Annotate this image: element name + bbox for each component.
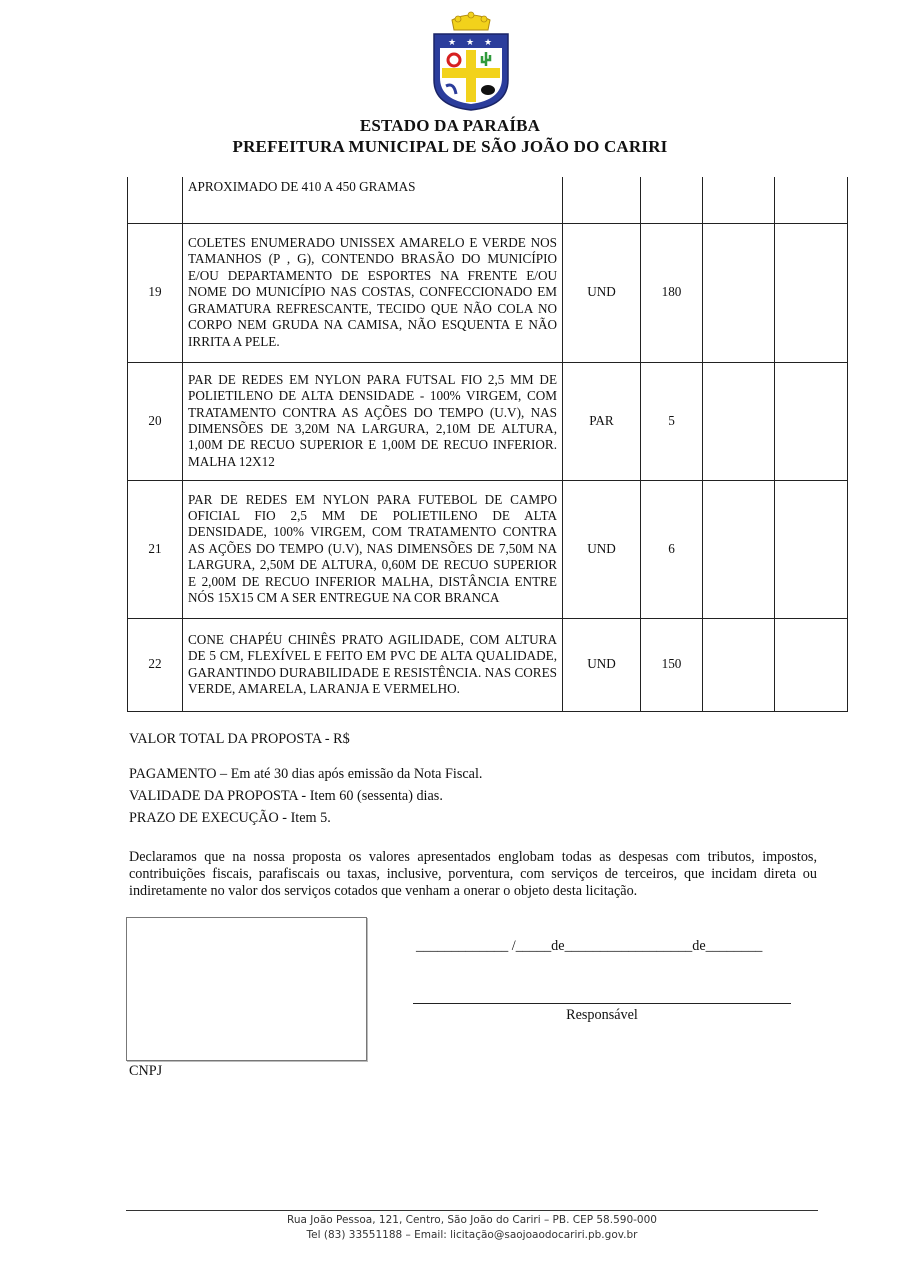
item-unit: UND bbox=[563, 223, 641, 362]
signature-line[interactable] bbox=[413, 1003, 791, 1004]
item-quantity: 5 bbox=[641, 362, 703, 480]
item-number: 20 bbox=[128, 362, 183, 480]
item-unit-price bbox=[703, 177, 775, 223]
header-prefecture: PREFEITURA MUNICIPAL DE SÃO JOÃO DO CARIRI bbox=[232, 137, 668, 156]
table-row bbox=[128, 362, 848, 480]
items-table bbox=[127, 177, 848, 712]
table-row bbox=[128, 223, 848, 362]
item-number: 21 bbox=[128, 480, 183, 618]
item-unit-price bbox=[703, 223, 775, 362]
cnpj-label: CNPJ bbox=[129, 1063, 163, 1079]
item-number: 19 bbox=[128, 223, 183, 362]
total-value-label: VALOR TOTAL DA PROPOSTA - R$ bbox=[129, 731, 350, 747]
declaration-paragraph: Declaramos que na nossa proposta os valores apresentados englobam todas as despesas com tributos, impostos, contribuições fiscais, parafiscais ou taxas, inclusive, porventura, com serviços de terceiros, que incidam direta ou indiretamente no valor dos serviços cotados que venham a onerar o objeto desta licitação. bbox=[129, 849, 817, 899]
item-unit-price bbox=[703, 618, 775, 711]
item-total-price bbox=[775, 177, 848, 223]
item-unit: PAR bbox=[563, 362, 641, 480]
item-description: CONE CHAPÉU CHINÊS PRATO AGILIDADE, COM ALTURA DE 5 CM, FLEXÍVEL E FEITO EM PVC DE ALTA QUALIDADE, GARANTINDO DURABILIDADE E RESISTÊNCIA. NAS CORES VERDE, AMARELA, LARANJA E VERMELHO. bbox=[183, 618, 563, 711]
item-unit-price bbox=[703, 480, 775, 618]
item-description: PAR DE REDES EM NYLON PARA FUTSAL FIO 2,5 MM DE POLIETILENO DE ALTA DENSIDADE - 100% VIRGEM, COM TRATAMENTO CONTRA AS AÇÕES DO TEMPO (U.V), NAS DIMENSÕES DE 3,20M NA LARGURA, 2,10M DE ALTURA, 1,00M DE RECUO SUPERIOR E 1,00M DE RECUO INFERIOR. MALHA 12X12 bbox=[183, 362, 563, 480]
item-number: 22 bbox=[128, 618, 183, 711]
item-quantity bbox=[641, 177, 703, 223]
item-unit-price bbox=[703, 362, 775, 480]
item-unit: UND bbox=[563, 480, 641, 618]
cnpj-stamp-box[interactable] bbox=[126, 917, 367, 1061]
table-row bbox=[128, 480, 848, 618]
item-description: APROXIMADO DE 410 A 450 GRAMAS bbox=[183, 177, 563, 223]
proposal-validity: VALIDADE DA PROPOSTA - Item 60 (sessenta) dias. bbox=[129, 788, 443, 804]
item-unit bbox=[563, 177, 641, 223]
footer-address: Rua João Pessoa, 121, Centro, São João do Cariri – PB. CEP 58.590-000 bbox=[287, 1214, 657, 1226]
date-fill-line[interactable]: _____________ /_____de__________________de________ bbox=[416, 938, 763, 954]
svg-text:★: ★ bbox=[466, 38, 475, 48]
item-total-price bbox=[775, 362, 848, 480]
item-unit: UND bbox=[563, 618, 641, 711]
responsible-label: Responsável bbox=[566, 1007, 638, 1023]
item-total-price bbox=[775, 480, 848, 618]
payment-terms: PAGAMENTO – Em até 30 dias após emissão da Nota Fiscal. bbox=[129, 766, 483, 782]
table-row bbox=[128, 618, 848, 711]
svg-text:★: ★ bbox=[484, 38, 493, 48]
item-number bbox=[128, 177, 183, 223]
municipal-crest-logo bbox=[428, 10, 514, 112]
item-total-price bbox=[775, 618, 848, 711]
item-description: COLETES ENUMERADO UNISSEX AMARELO E VERDE NOS TAMANHOS (P , G), CONTENDO BRASÃO DO MUNICÍPIO E/OU DEPARTAMENTO DE ESPORTES NA FRENTE E/OU NOME DO MUNICÍPIO NAS COSTAS, CONFECCIONADO EM GRAMATURA REFRESCANTE, TECIDO QUE NÃO COLA NO CORPO NEM GRUDA NA CAMISA, NÃO ESQUENTA E NÃO IRRITA A PELE. bbox=[183, 223, 563, 362]
header-state: ESTADO DA PARAÍBA bbox=[359, 116, 541, 135]
item-description: PAR DE REDES EM NYLON PARA FUTEBOL DE CAMPO OFICIAL FIO 2,5 MM DE POLIETILENO DE ALTA DENSIDADE, 100% VIRGEM, COM TRATAMENTO CONTRA AS AÇÕES DO TEMPO (U.V), NAS DIMENSÕES DE 7,50M NA LARGURA, 2,50M DE ALTURA, 0,60M DE RECUO SUPERIOR E 2,00M DE RECUO INFERIOR MALHA, DISTÂNCIA ENTRE NÓS 15X15 CM A SER ENTREGUE NA COR BRANCA bbox=[183, 480, 563, 618]
footer-contact: Tel (83) 33551188 – Email: licitação@saojoaodocariri.pb.gov.br bbox=[306, 1229, 638, 1241]
execution-deadline: PRAZO DE EXECUÇÃO - Item 5. bbox=[129, 810, 331, 826]
footer-divider bbox=[126, 1210, 818, 1211]
item-total-price bbox=[775, 223, 848, 362]
table-row bbox=[128, 177, 848, 223]
item-quantity: 6 bbox=[641, 480, 703, 618]
item-quantity: 150 bbox=[641, 618, 703, 711]
item-quantity: 180 bbox=[641, 223, 703, 362]
svg-text:★: ★ bbox=[448, 38, 457, 48]
